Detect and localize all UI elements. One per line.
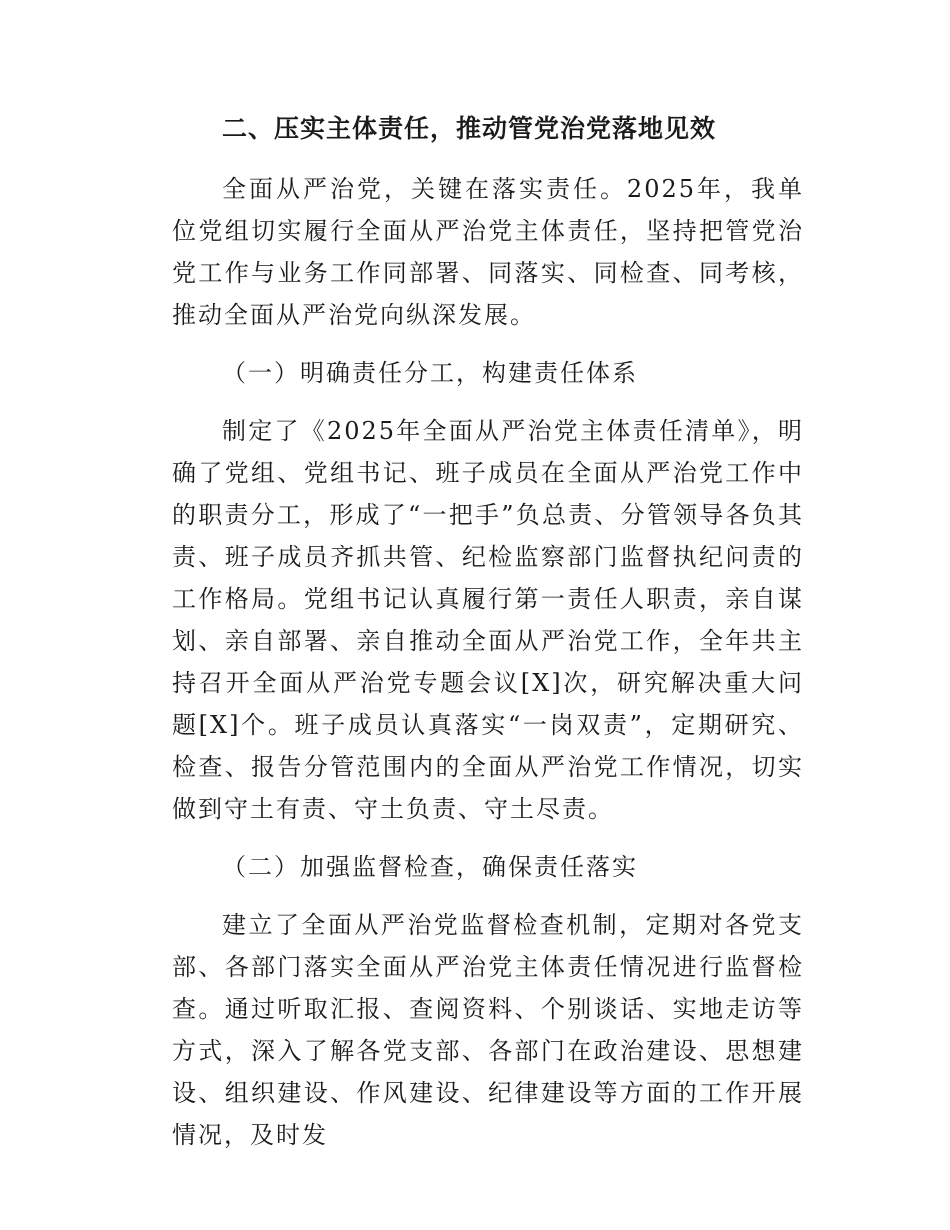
subsection-heading-1: （一）明确责任分工，构建责任体系 (222, 359, 638, 387)
subsection-heading-2: （二）加强监督检查，确保责任落实 (222, 853, 638, 881)
section-heading: 二、压实主体责任，推动管党治党落地见效 (222, 114, 717, 143)
subsection-paragraph-2: 建立了全面从严治党监督检查机制，定期对各党支部、各部门落实全面从严治党主体责任情况进行监督检查。通过听取汇报、查阅资料、个别谈话、实地走访等方式，深入了解各党支部、各部门在政治建设、思想建设、组织建设、作风建设、纪律建设等方面的工作开展情况，及时发 (172, 911, 804, 1149)
subsection-paragraph-1: 制定了《2025年全面从严治党主体责任清单》，明确了党组、党组书记、班子成员在全面从严治党工作中的职责分工，形成了“一把手”负总责、分管领导各负其责、班子成员齐抓共管、纪检监察部门监督执纪问责的工作格局。党组书记认真履行第一责任人职责，亲自谋划、亲自部署、亲自推动全面从严治党工作，全年共主持召开全面从严治党专题会议[X]次，研究解决重大问题[X]个。班子成员认真落实“一岗双责”，定期研究、检查、报告分管范围内的全面从严治党工作情况，切实做到守土有责、守土负责、守土尽责。 (172, 417, 804, 823)
document-body (172, 104, 804, 1168)
intro-paragraph: 全面从严治党，关键在落实责任。2025年，我单位党组切实履行全面从严治党主体责任，坚持把管党治党工作与业务工作同部署、同落实、同检查、同考核，推动全面从严治党向纵深发展。 (172, 175, 804, 329)
